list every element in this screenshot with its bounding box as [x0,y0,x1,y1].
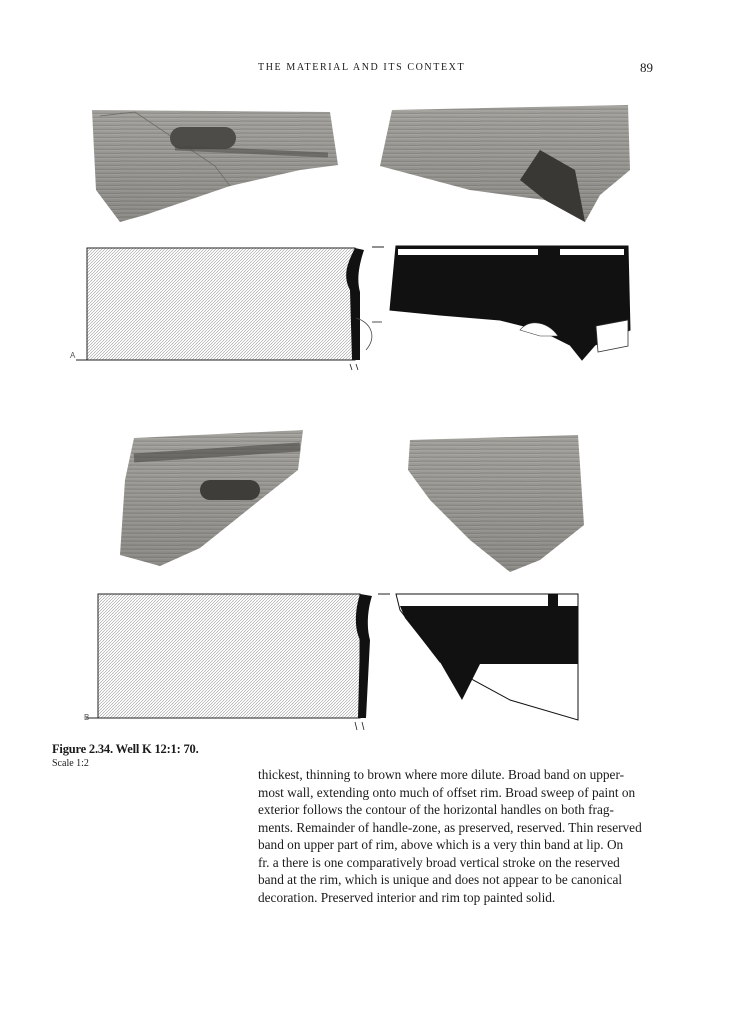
body-line: band on upper part of rim, above which is a very thin band at lip. On [258,837,624,852]
profile-label-a: A [70,351,76,360]
profile-drawing-b [86,594,390,730]
figure-caption [52,742,199,769]
page-number: 89 [640,60,653,75]
body-line: ments. Remainder of handle-zone, as preserved, reserved. Thin reserved [258,819,642,835]
caption-title: Figure 2.34. Well K 12:1: 70. [52,742,199,756]
body-line: exterior follows the contour of the horizontal handles on both frag- [258,802,614,817]
photo-a-exterior [92,110,338,222]
running-head: THE MATERIAL AND ITS CONTEXT [258,62,466,73]
body-line: thickest, thinning to brown where more dilute. Broad band on upper- [258,767,625,782]
body-paragraph [258,766,644,906]
body-line: most wall, extending onto much of offset rim. Broad sweep of paint on [258,784,636,800]
photo-a-interior [380,105,630,222]
profile-label-b: B [84,713,90,722]
decoration-drawing-a [390,246,630,360]
body-line: decoration. Preserved interior and rim top painted solid. [258,889,556,905]
photo-b-interior [408,435,584,572]
caption-scale: Scale 1:2 [52,758,89,769]
body-line: fr. a there is one comparatively broad vertical stroke on the reserved [258,854,620,870]
body-line: band at the rim, which is unique and does not appear to be canonical [258,872,623,887]
photo-b-exterior [120,430,303,566]
decoration-drawing-b [396,594,578,720]
profile-drawing-a [76,247,384,370]
